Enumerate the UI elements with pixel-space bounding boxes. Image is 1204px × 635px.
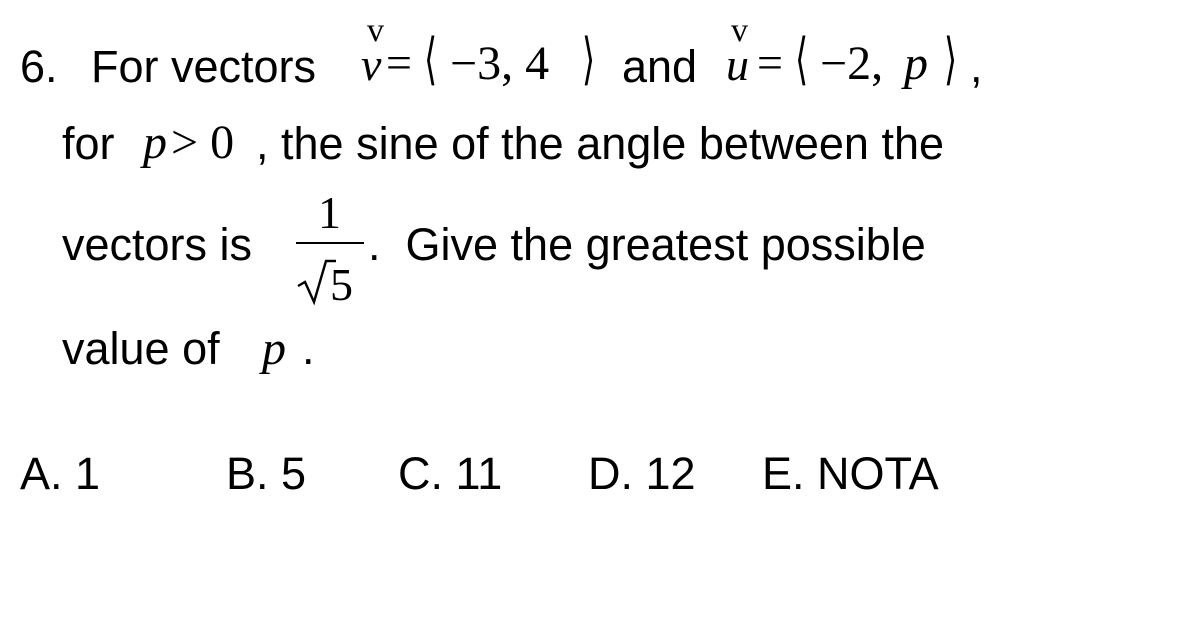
vector-v-symbol: v [361, 39, 382, 90]
choice-c[interactable]: C. 11 [398, 448, 503, 499]
for-text: for [62, 118, 115, 169]
condition-greater-than-zero: > 0 [171, 116, 235, 169]
equals-sign-u: = [757, 37, 783, 88]
question-number: 6. [20, 41, 58, 92]
value-of-text: value of [62, 323, 220, 374]
choice-d[interactable]: D. 12 [588, 448, 696, 499]
fraction-denominator: 5 [330, 259, 353, 310]
angle-bracket-open-v: ⟨ [424, 29, 438, 91]
final-variable-p: p [262, 322, 286, 375]
vector-mark-u: v [731, 12, 748, 49]
vector-mark-v: v [367, 12, 384, 49]
line1-trailing-comma: , [970, 41, 983, 92]
choice-a[interactable]: A. 1 [20, 448, 101, 499]
line3-text: . Give the greatest possible [368, 219, 926, 270]
vector-u-variable-p: p [904, 37, 928, 90]
angle-bracket-open-u: ⟨ [795, 29, 809, 91]
lead-text: For vectors [91, 41, 317, 92]
line2-text: , the sine of the angle between the [256, 118, 945, 169]
angle-bracket-close-u: ⟩ [944, 29, 958, 91]
choice-b[interactable]: B. 5 [226, 448, 307, 499]
vector-u-first-component: −2, [820, 37, 884, 90]
final-period: . [302, 323, 315, 374]
vector-v-components: −3, 4 [450, 37, 550, 90]
choice-e[interactable]: E. NOTA [762, 448, 939, 499]
angle-bracket-close-v: ⟩ [582, 29, 596, 91]
fraction-bar [296, 242, 364, 244]
vector-u-symbol: u [726, 39, 749, 90]
condition-variable-p: p [143, 116, 167, 169]
equals-sign-v: = [386, 37, 412, 88]
fraction-numerator: 1 [318, 187, 341, 238]
vectors-is-text: vectors is [62, 219, 253, 270]
and-text: and [622, 41, 698, 92]
